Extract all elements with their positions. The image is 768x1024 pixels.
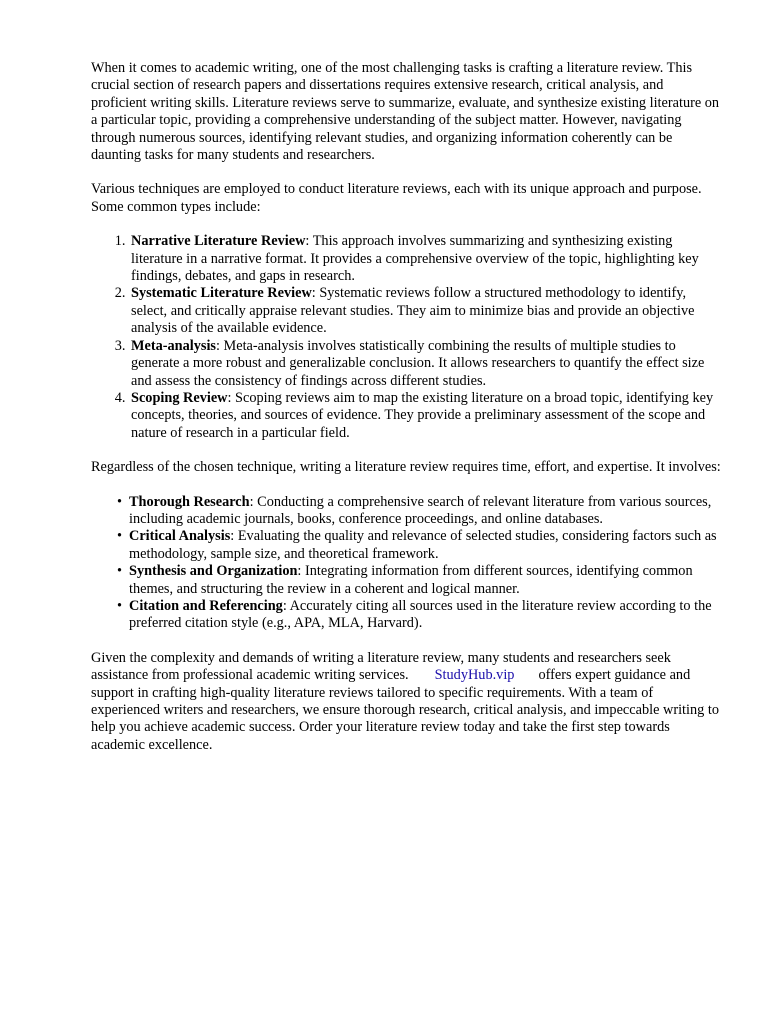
list-item-term: Meta-analysis [131, 337, 216, 354]
list-item-term: Citation and Referencing [129, 597, 283, 614]
list-item-description: : This approach involves summarizing and synthesizing existing literature in a narrative format. It provides a comprehensive overview of the topic, highlighting key findings, debates, and gaps in research. [131, 233, 699, 285]
list-item [117, 597, 721, 633]
list-item [129, 338, 721, 390]
list-item [129, 285, 721, 337]
list-item [117, 493, 721, 529]
list-item-term: Synthesis and Organization [129, 563, 298, 580]
review-types-list [91, 233, 721, 442]
conclusion-text-before-link: Given the complexity and demands of writing a literature review, many students and researchers seek assistance from professional academic writing services. [91, 649, 671, 684]
list-item [129, 233, 721, 285]
list-item [117, 528, 721, 563]
list-item-term: Thorough Research [129, 493, 250, 510]
intro-paragraph: When it comes to academic writing, one of the most challenging tasks is crafting a literature review. This crucial section of research papers and dissertations requires extensive research, critical analysis, and proficient writing skills. Literature reviews serve to summarize, evaluate, and synthesize existing literature on a particular topic, providing a comprehensive understanding of the subject matter. However, navigating through numerous sources, identifying relevant studies, and organizing information coherently can be daunting tasks for many students and researchers. [91, 60, 720, 164]
conclusion-text-after-link: offers expert guidance and support in crafting high-quality literature reviews tailored to specific requirements. With a team of experienced writers and researchers, we ensure thorough research, critical analysis, and impeccable writing to help you achieve academic success. Order your literature review today and take the first step towards academic excellence. [91, 667, 719, 753]
bullet-icon: • [117, 528, 123, 545]
list-item [117, 563, 721, 598]
list-item-description: : Meta-analysis involves statistically combining the results of multiple studies to generate a more robust and generalizable conclusion. It allows researchers to quantify the effect size and assess the consistency of findings across different studies. [131, 337, 705, 389]
bullet-icon: • [117, 597, 123, 614]
list-item-term: Scoping Review [131, 389, 228, 406]
list-item-description: : Evaluating the quality and relevance of selected studies, considering factors such as methodology, sample size, and theoretical framework. [129, 528, 717, 562]
types-intro-paragraph: Various techniques are employed to conduct literature reviews, each with its unique approach and purpose. Some common types include: [91, 181, 702, 215]
list-item-term: Narrative Literature Review [131, 233, 306, 250]
conclusion-paragraph [91, 650, 721, 754]
list-item-description: : Integrating information from different sources, identifying common themes, and structuring the review in a coherent and logical manner. [129, 563, 693, 597]
list-item-term: Systematic Literature Review [131, 285, 312, 302]
requirements-list [91, 494, 721, 633]
list-item-description: : Conducting a comprehensive search of relevant literature from various sources, including academic journals, books, conference proceedings, and online databases. [129, 493, 712, 527]
document-page [91, 60, 721, 771]
bullet-icon: • [117, 493, 123, 510]
bullet-icon: • [117, 563, 123, 580]
list-item [129, 390, 721, 442]
list-item-description: : Scoping reviews aim to map the existing literature on a broad topic, identifying key concepts, theories, and sources of evidence. They provide a preliminary assessment of the scope and nature of research in a particular field. [131, 389, 714, 441]
list-item-term: Critical Analysis [129, 528, 231, 545]
list-item-description: : Systematic reviews follow a structured methodology to identify, select, and critically appraise relevant studies. They aim to minimize bias and provide an objective analysis of the available evidence. [131, 285, 695, 337]
studyhub-link[interactable]: StudyHub.vip [434, 667, 515, 684]
requirements-intro-paragraph: Regardless of the chosen technique, writing a literature review requires time, effort, and expertise. It involves: [91, 459, 721, 476]
list-item-description: : Accurately citing all sources used in the literature review according to the preferred citation style (e.g., APA, MLA, Harvard). [129, 597, 712, 632]
